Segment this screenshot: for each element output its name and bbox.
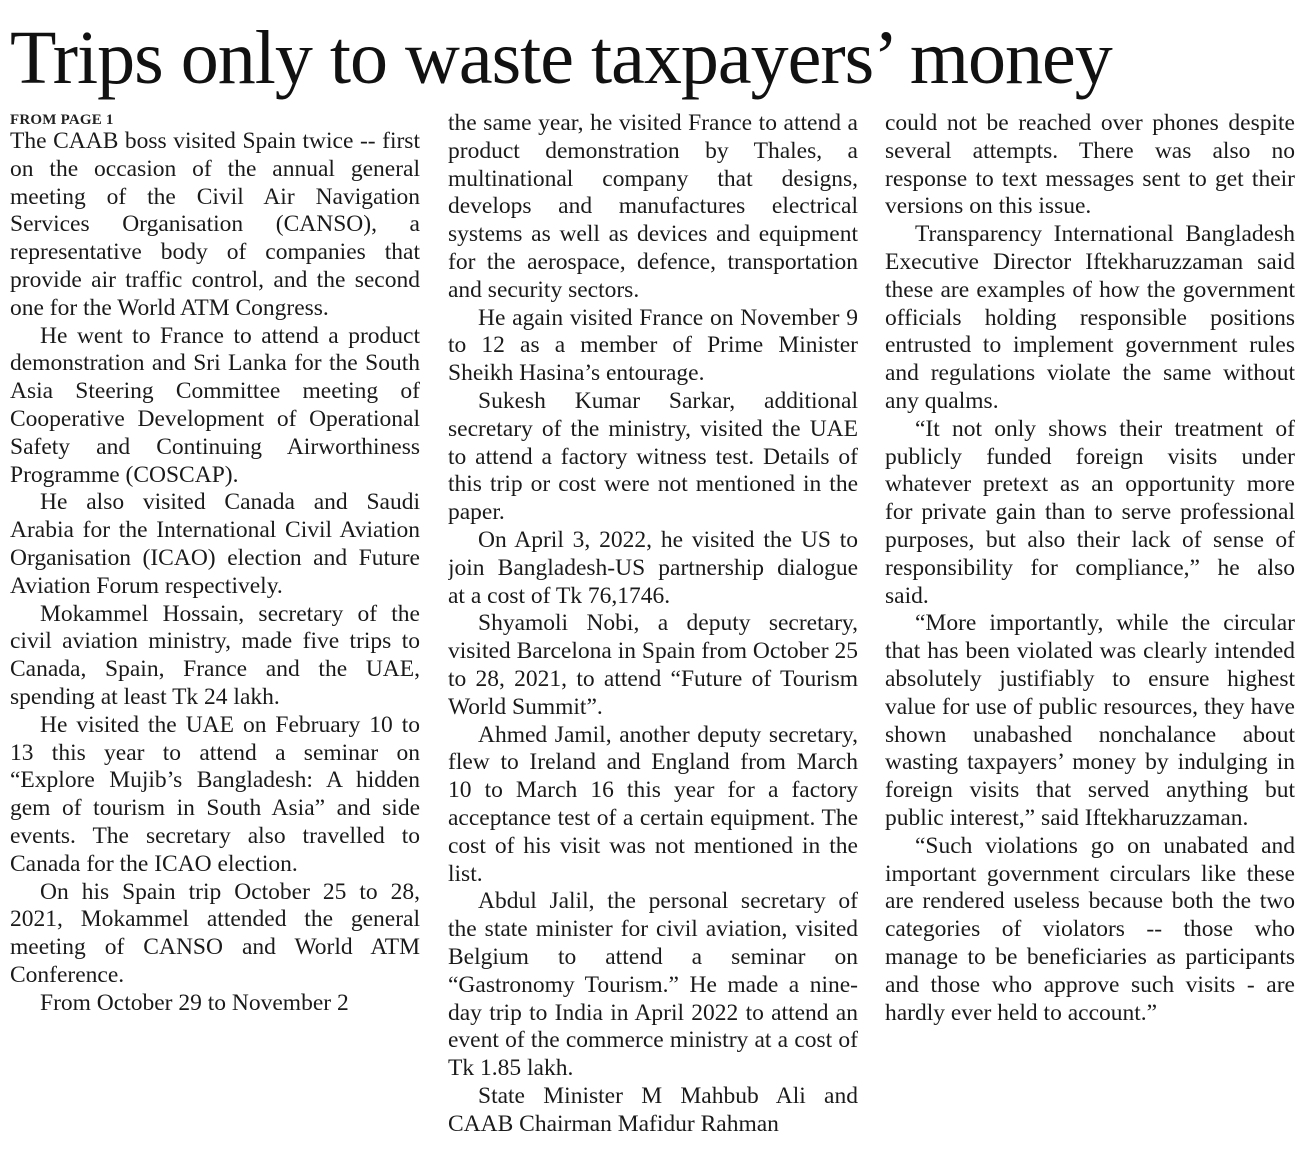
paragraph: Abdul Jalil, the personal secretary of the state minister for civil aviation, visited Belgium to attend a seminar on “Gastronomy Tourism.” He made a nine-day trip to India in April 2022 to attend an event of the commerce ministry at a cost of Tk 1.85 lakh. <box>448 888 858 1082</box>
paragraph: He again visited France on November 9 to 12 as a member of Prime Minister Sheikh Hasina’s entourage. <box>448 304 858 387</box>
headline: Trips only to waste taxpayers’ money <box>10 16 1112 100</box>
kicker: FROM PAGE 1 <box>10 112 114 128</box>
paragraph: On his Spain trip October 25 to 28, 2021, Mokammel attended the general meeting of CANSO and World ATM Conference. <box>10 878 420 988</box>
paragraph: Sukesh Kumar Sarkar, additional secretary of the ministry, visited the UAE to attend a factory witness test. Details of this trip or cost were not mentioned in the paper. <box>448 387 858 526</box>
paragraph: The CAAB boss visited Spain twice -- first on the occasion of the annual general meeting of the Civil Air Navigation Services Organisation (CANSO), a representative body of companies that provide air traffic control, and the second one for the World ATM Congress. <box>10 128 420 321</box>
article-column-3 <box>885 110 1295 1150</box>
paragraph: could not be reached over phones despite several attempts. There was also no response to text messages sent to get their versions on this issue. <box>885 110 1295 220</box>
paragraph: the same year, he visited France to attend a product demonstration by Thales, a multinational company that designs, develops and manufactures electrical systems as well as devices and equipment for the aerospace, defence, transportation and security sectors. <box>448 110 858 303</box>
paragraph: Ahmed Jamil, another deputy secretary, flew to Ireland and England from March 10 to March 16 this year for a factory acceptance test of a certain equipment. The cost of his visit was not mentioned in the list. <box>448 721 858 887</box>
paragraph: Mokammel Hossain, secretary of the civil aviation ministry, made five trips to Canada, Spain, France and the UAE, spending at least Tk 24 lakh. <box>10 600 420 710</box>
paragraph: “It not only shows their treatment of publicly funded foreign visits under whatever pretext as an opportunity more for private gain than to serve professional purposes, but also their lack of sense of responsibility for compliance,” he also said. <box>885 415 1295 609</box>
paragraph: On April 3, 2022, he visited the US to join Bangladesh-US partnership dialogue at a cost of Tk 76,1746. <box>448 526 858 609</box>
paragraph: Transparency International Bangladesh Executive Director Iftekharuzzaman said these are examples of how the government officials holding responsible positions entrusted to implement government rules and regulations violate the same without any qualms. <box>885 221 1295 414</box>
paragraph: Shyamoli Nobi, a deputy secretary, visited Barcelona in Spain from October 25 to 28, 2021, to attend “Future of Tourism World Summit”. <box>448 610 858 720</box>
paragraph: State Minister M Mahbub Ali and CAAB Chairman Mafidur Rahman <box>448 1082 858 1137</box>
paragraph: He visited the UAE on February 10 to 13 this year to attend a seminar on “Explore Mujib’s Bangladesh: A hidden gem of tourism in South Asia” and side events. The secretary also travelled to Canada for the ICAO election. <box>10 711 420 877</box>
article-column-2 <box>448 110 858 1150</box>
paragraph: From October 29 to November 2 <box>40 989 349 1016</box>
paragraph: He also visited Canada and Saudi Arabia for the International Civil Aviation Organisation (ICAO) election and Future Aviation Forum respectively. <box>10 489 420 599</box>
article-column-1 <box>10 108 420 1148</box>
paragraph: “Such violations go on unabated and important government circulars like these are rendered useless because both the two categories of violators -- those who manage to be beneficiaries as participants and those who approve such visits - are hardly ever held to account.” <box>885 832 1295 1026</box>
paragraph: He went to France to attend a product demonstration and Sri Lanka for the South Asia Steering Committee meeting of Cooperative Development of Operational Safety and Continuing Airworthiness Programme (COSCAP). <box>10 322 420 488</box>
paragraph: “More importantly, while the circular that has been violated was clearly intended absolutely justifiably to ensure highest value for use of public resources, they have shown unabashed nonchalance about wasting taxpayers’ money by indulging in foreign visits that served anything but public interest,” said Iftekharuzzaman. <box>885 610 1295 831</box>
